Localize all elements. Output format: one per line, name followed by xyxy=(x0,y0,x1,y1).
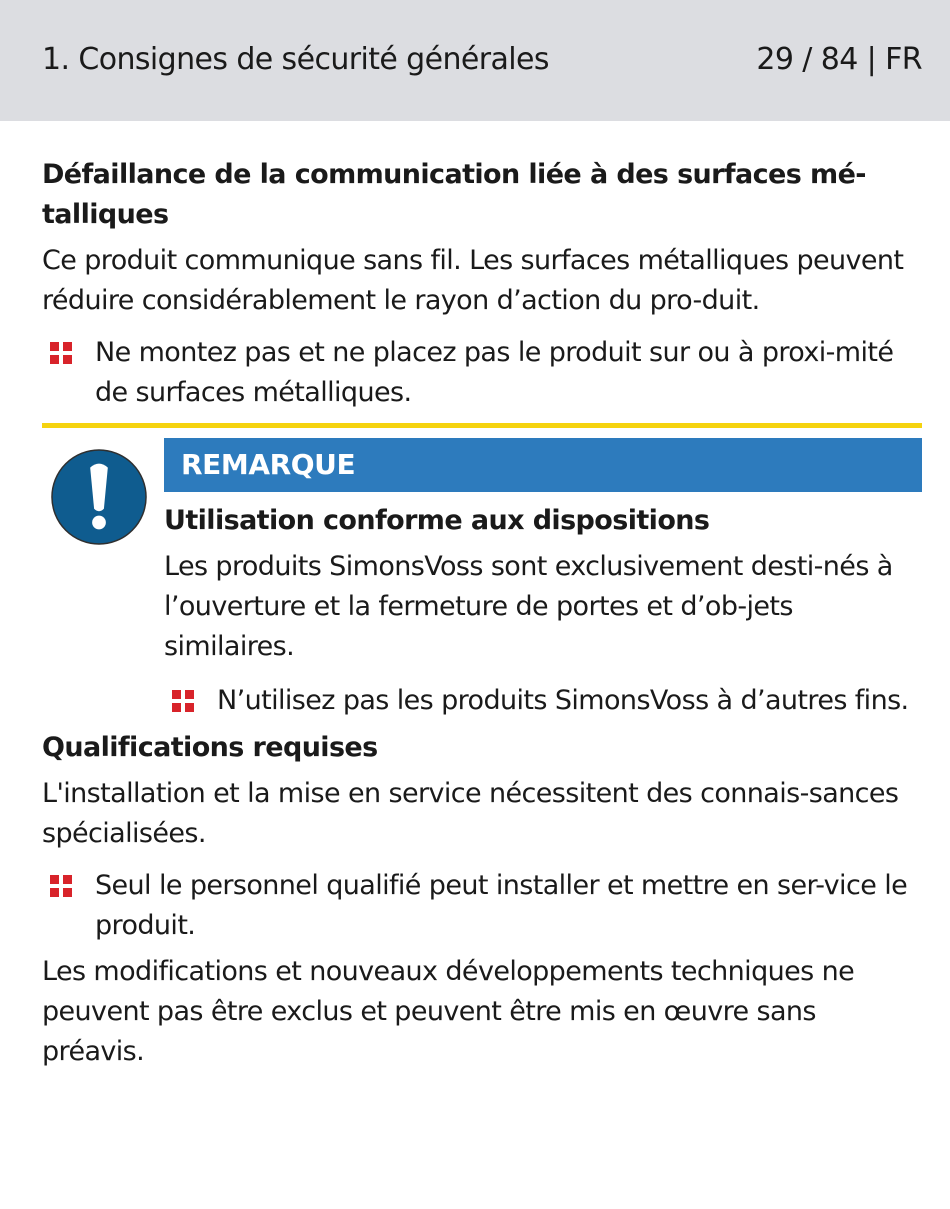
heading-qualifications: Qualifications requises xyxy=(42,732,378,763)
page-content xyxy=(42,155,922,1072)
notice-paragraph: Les produits SimonsVoss sont exclusivement desti-nés à l’ouverture et la fermeture de portes et d’ob-jets similaires. xyxy=(164,551,893,662)
bullet-text: N’utilisez pas les produits SimonsVoss à d’autres fins. xyxy=(217,685,909,716)
notice-divider xyxy=(42,423,922,428)
closing-paragraph: Les modifications et nouveaux développements techniques ne peuvent pas être exclus et peuvent être mis en œuvre sans préavis. xyxy=(42,956,855,1067)
notice-label: REMARQUE xyxy=(164,438,922,492)
exclamation-circle-icon xyxy=(50,448,148,546)
notice-heading: Utilisation conforme aux dispositions xyxy=(164,505,710,536)
paragraph-metal-surfaces: Ce produit communique sans fil. Les surfaces métalliques peuvent réduire considérablement le rayon d’action du pro-duit. xyxy=(42,245,904,316)
bullet-text: Seul le personnel qualifié peut installer et mettre en ser-vice le produit. xyxy=(95,870,908,941)
red-square-bullet-icon xyxy=(172,690,194,712)
page-header xyxy=(0,0,950,121)
red-square-bullet-icon xyxy=(50,875,72,897)
page-indicator: 29 / 84 | FR xyxy=(756,42,922,77)
bullet-metal-surfaces xyxy=(42,333,922,413)
heading-metal-surfaces: Défaillance de la communication liée à des surfaces mé-talliques xyxy=(42,159,866,230)
section-title: 1. Consignes de sécurité générales xyxy=(42,42,549,77)
bullet-text: Ne montez pas et ne placez pas le produit sur ou à proxi-mité de surfaces métalliques. xyxy=(95,337,894,408)
red-square-bullet-icon xyxy=(50,342,72,364)
notice-bullet xyxy=(164,681,922,721)
notice-box xyxy=(42,438,922,721)
bullet-qualifications xyxy=(42,866,922,946)
paragraph-qualifications: L'installation et la mise en service nécessitent des connais-sances spécialisées. xyxy=(42,778,899,849)
